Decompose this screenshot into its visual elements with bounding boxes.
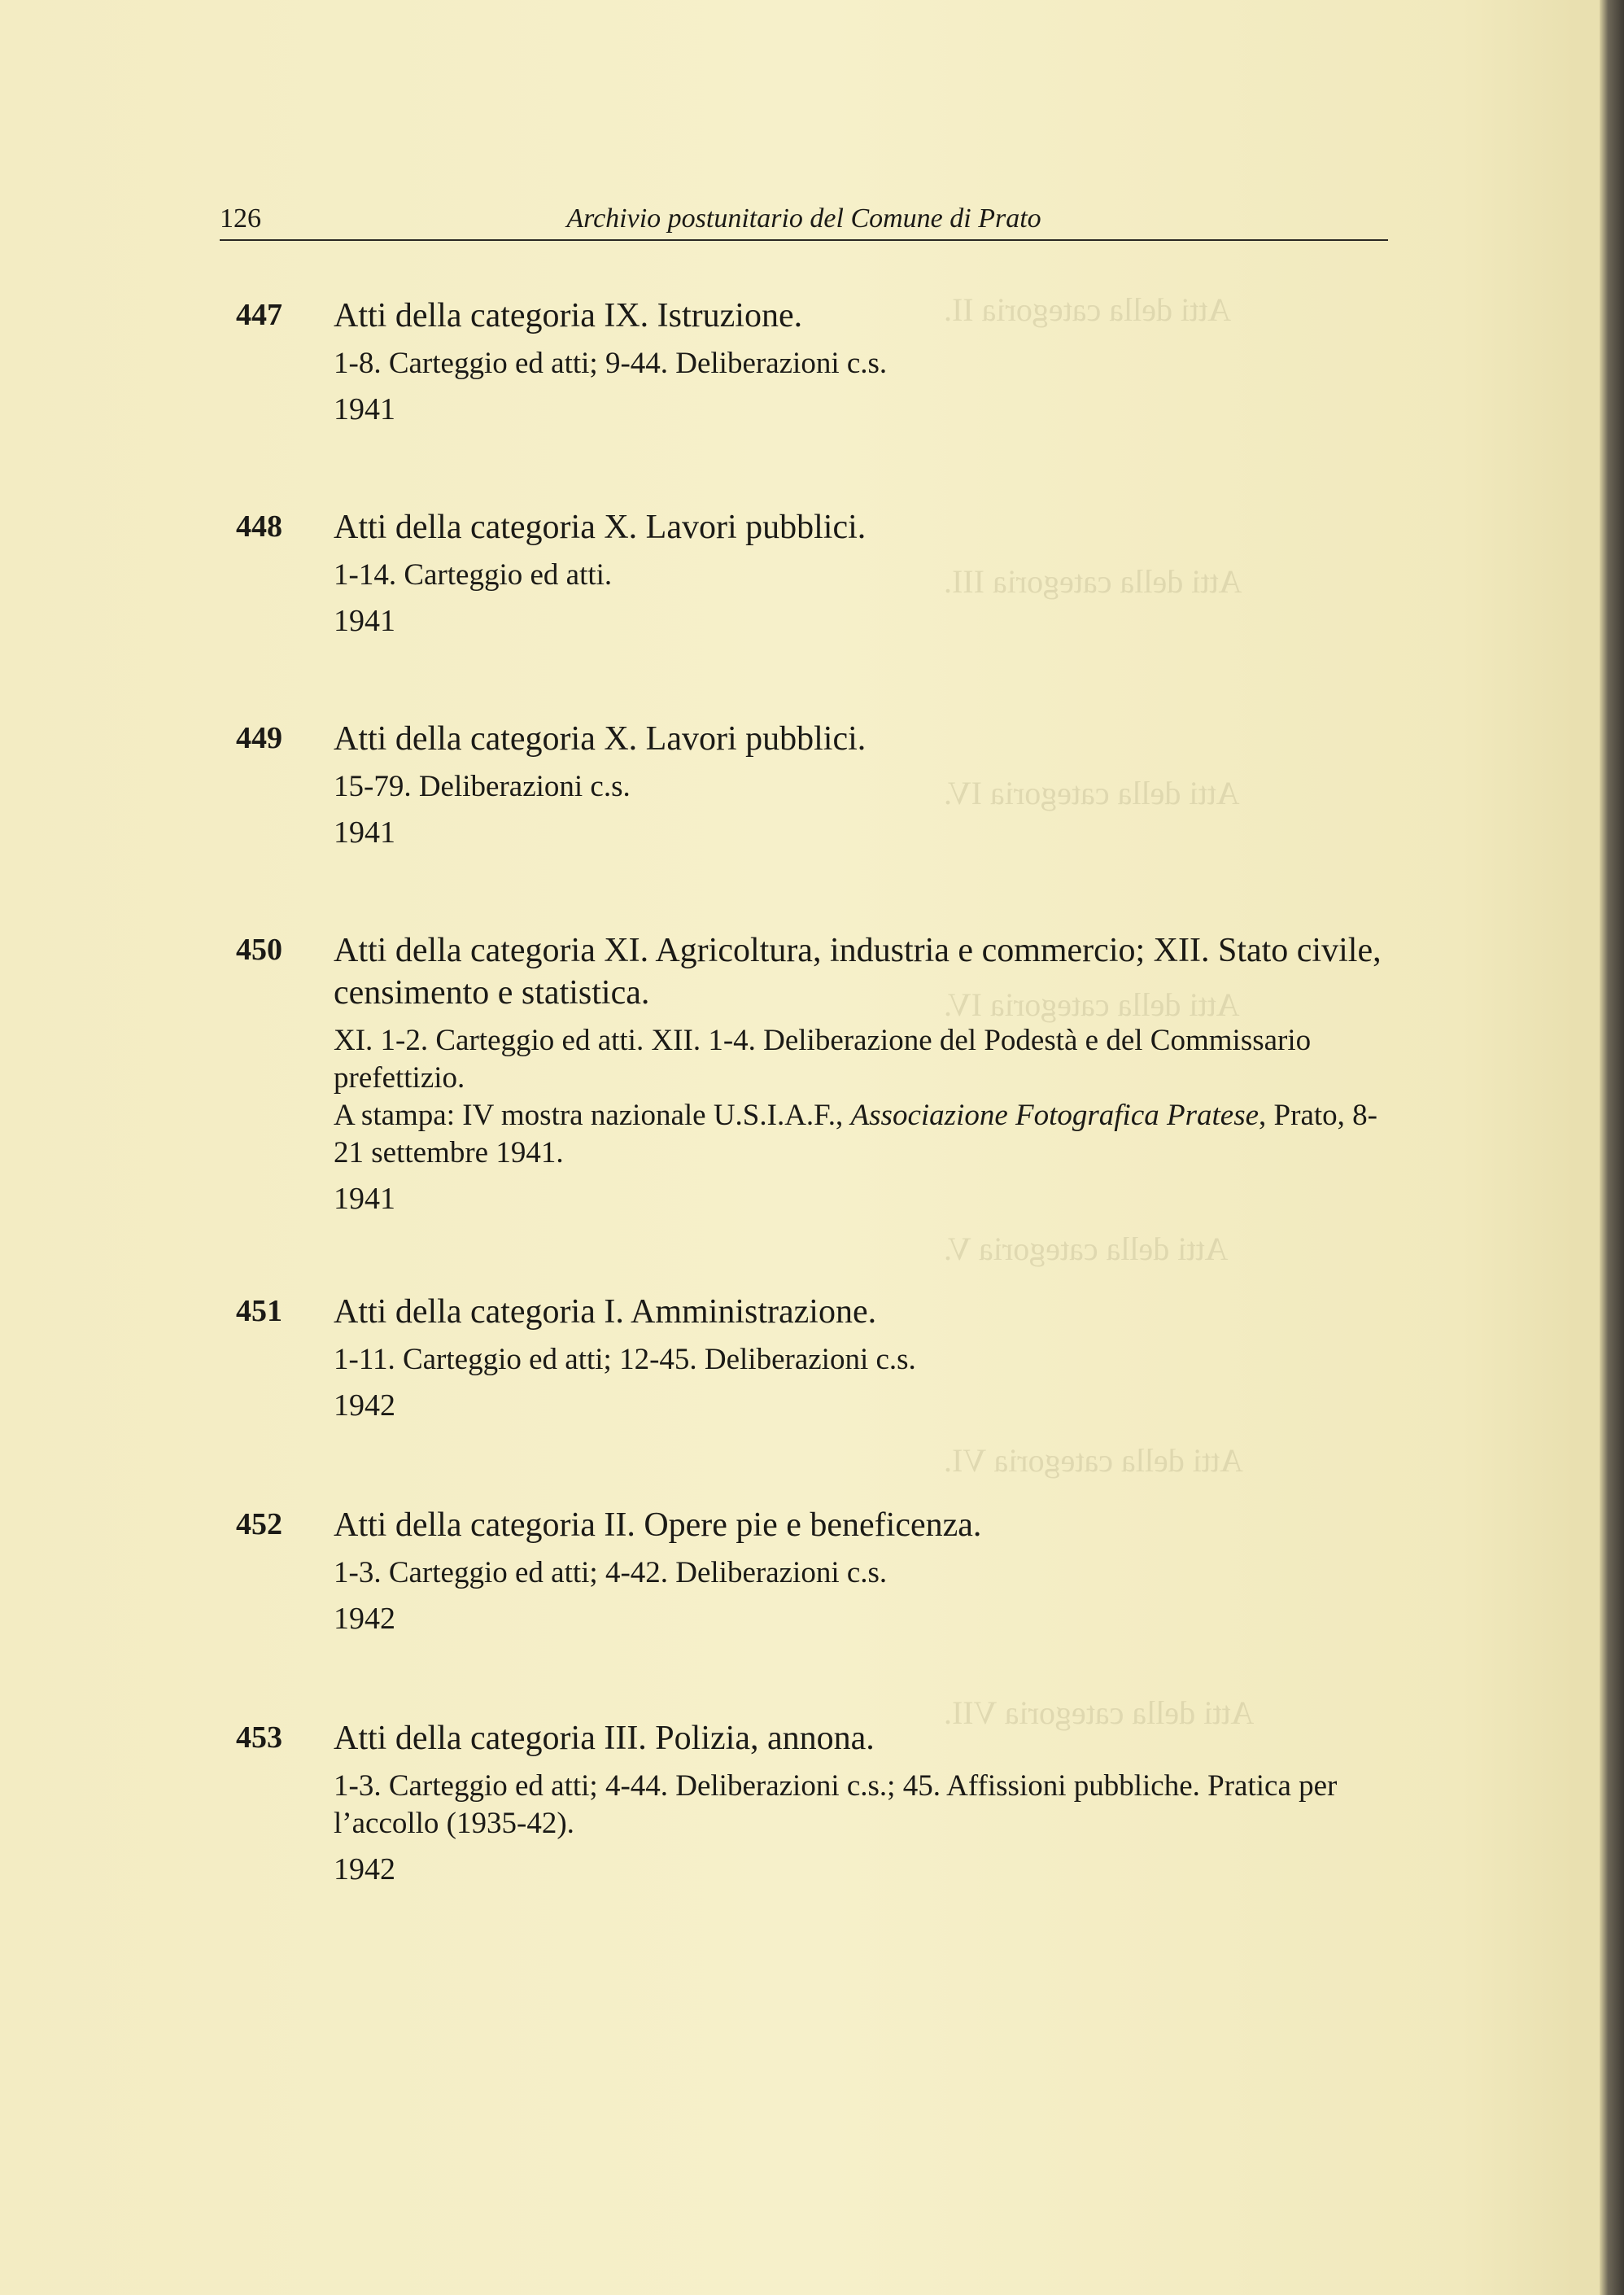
entry-body [334, 506, 1391, 641]
entry-year: 1941 [334, 604, 395, 638]
entry-year: 1941 [334, 1182, 395, 1216]
entry-body [334, 295, 1391, 430]
entry-year: 1941 [334, 815, 395, 850]
entry-number: 447 [236, 298, 282, 332]
print-note-prefix: A stampa: IV mostra nazionale U.S.I.A.F., [334, 1099, 851, 1132]
print-note-suffix: , Prato, 8-21 settembre 1941. [334, 1099, 1377, 1169]
entry-title: Atti della categoria II. Opere pie e beneficenza. [334, 1506, 982, 1544]
entry-year: 1942 [334, 1602, 395, 1636]
running-title: Archivio postunitario del Comune di Prato [566, 203, 1041, 234]
show-through-text: Atti della categoria V. [944, 1231, 1229, 1267]
entry-body [334, 1504, 1391, 1639]
entry-title: Atti della categoria IX. Istruzione. [334, 297, 803, 334]
entry-description: 1-3. Carteggio ed atti; 4-44. Deliberazioni c.s.; 45. Affissioni pubbliche. Pratica per l’accollo (1935-42). [334, 1769, 1338, 1840]
entry-number: 453 [236, 1720, 282, 1755]
entry-description: 1-8. Carteggio ed atti; 9-44. Deliberazioni c.s. [334, 347, 888, 380]
entry-description: 1-11. Carteggio ed atti; 12-45. Deliberazioni c.s. [334, 1343, 916, 1376]
entry-year: 1942 [334, 1388, 395, 1423]
entry-year: 1941 [334, 392, 395, 426]
show-through-text: Atti della categoria II. [944, 291, 1232, 328]
show-through-text: Atti della categoria VI. [944, 1442, 1244, 1479]
show-through-text: Atti della categoria IV. [944, 986, 1240, 1023]
book-spine-shadow [1600, 0, 1624, 2295]
entry-print-note [334, 1097, 1391, 1172]
entry-description: 15-79. Deliberazioni c.s. [334, 770, 631, 803]
entry-description: 1-3. Carteggio ed atti; 4-42. Deliberazioni c.s. [334, 1556, 888, 1589]
show-through-text: Atti della categoria III. [944, 563, 1242, 600]
entry-description: XI. 1-2. Carteggio ed atti. XII. 1-4. Deliberazione del Podestà e del Commissario prefettizio. [334, 1024, 1312, 1095]
entry-body [334, 718, 1391, 853]
entry-number: 452 [236, 1507, 282, 1541]
page-number: 126 [220, 203, 261, 234]
entry-title: Atti della categoria III. Polizia, annona. [334, 1720, 875, 1757]
entry-description: 1-14. Carteggio ed atti. [334, 558, 613, 592]
entry-title: Atti della categoria I. Amministrazione. [334, 1293, 877, 1331]
entry-body [334, 1291, 1391, 1426]
entry-title: Atti della categoria X. Lavori pubblici. [334, 509, 867, 546]
show-through-text: Atti della categoria IV. [944, 775, 1240, 811]
entry-number: 448 [236, 509, 282, 544]
show-through-text: Atti della categoria VII. [944, 1694, 1255, 1731]
entry-body [334, 1717, 1391, 1890]
entry-title: Atti della categoria X. Lavori pubblici. [334, 720, 867, 758]
entry-number: 449 [236, 721, 282, 755]
entry-number: 450 [236, 933, 282, 967]
entry-year: 1942 [334, 1852, 395, 1886]
entry-number: 451 [236, 1294, 282, 1328]
print-note-italic: Associazione Fotografica Pratese [850, 1099, 1259, 1132]
page-header [220, 199, 1388, 241]
entry-body [334, 929, 1391, 1219]
entry-title: Atti della categoria XI. Agricoltura, industria e commercio; XII. Stato civile, censimento e statistica. [334, 932, 1382, 1012]
